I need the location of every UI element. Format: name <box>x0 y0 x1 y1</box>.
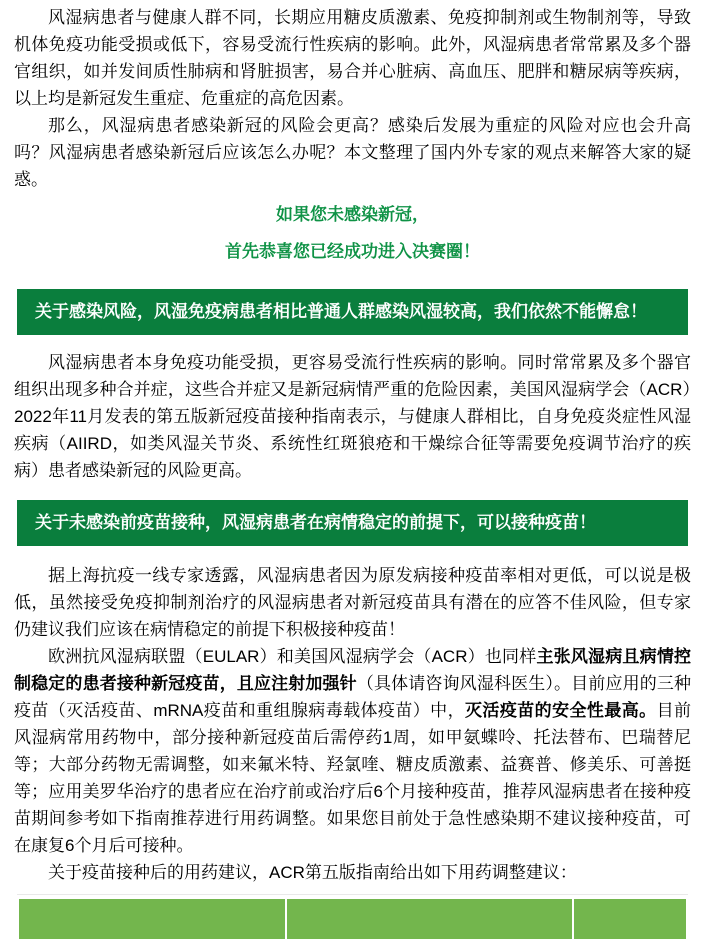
highlight-line-not-infected: 如果您未感染新冠， <box>276 205 429 224</box>
section-banner-vaccination: 关于未感染前疫苗接种，风湿病患者在病情稳定的前提下，可以接种疫苗！ <box>17 500 688 546</box>
table-header-row <box>18 898 687 940</box>
table-header-cell-3 <box>573 898 687 940</box>
table-header-cell-2 <box>286 898 574 940</box>
paragraph-vaccination-expert: 据上海抗疫一线专家透露，风湿病患者因为原发病接种疫苗率相对更低，可以说是极低，虽然接受免疫抑制剂治疗的风湿病患者对新冠疫苗具有潜在的应答不佳风险，但专家仍建议我们应该在病情稳定的前提下积极接种疫苗！ <box>14 566 691 639</box>
paragraph-intro-questions: 那么，风湿病患者感染新冠的风险会更高？感染后发展为重症的风险对应也会升高吗？风湿病患者感染新冠后应该怎么办呢？本文整理了国内外专家的观点来解答大家的疑惑。 <box>14 116 691 189</box>
paragraph-infection-risk-detail: 风湿病患者本身免疫功能受损，更容易受流行性疾病的影响。同时常常累及多个器官组织出现多种合并症，这些合并症又是新冠病情严重的危险因素，美国风湿病学会（ACR）2022年11月发表的第五版新冠疫苗接种指南表示，与健康人群相比，自身免疫炎症性风湿疾病（AIIRD，如类风湿关节炎、系统性红斑狼疮和干燥综合征等需要免疫调节治疗的疾病）患者感染新冠的风险更高。 <box>14 353 691 480</box>
medication-table-container <box>17 894 688 941</box>
table-header-cell-1 <box>18 898 286 940</box>
paragraph-intro-risk-factors: 风湿病患者与健康人群不同，长期应用糖皮质激素、免疫抑制剂或生物制剂等，导致机体免疫功能受损或低下，容易受流行性疾病的影响。此外，风湿病患者常常累及多个器官组织，如并发间质性肺病和肾脏损害，易合并心脏病、高血压、肥胖和糖尿病等疾病，以上均是新冠发生重症、危重症的高危因素。 <box>14 8 691 108</box>
section-banner-infection-risk: 关于感染风险，风湿免疫病患者相比普通人群感染风湿较高，我们依然不能懈怠！ <box>17 289 688 335</box>
paragraph-vaccination-acr-advice: 关于疫苗接种后的用药建议，ACR第五版指南给出如下用药调整建议： <box>48 863 577 882</box>
medication-adjustment-table <box>17 897 688 941</box>
highlight-line-congrats: 首先恭喜您已经成功进入决赛圈！ <box>225 242 480 261</box>
paragraph-vaccination-guideline: 欧洲抗风湿病联盟（EULAR）和美国风湿病学会（ACR）也同样主张风湿病且病情控制稳定的患者接种新冠疫苗，且应注射加强针（具体请咨询风湿科医生）。目前应用的三种疫苗（灭活疫苗、mRNA疫苗和重组腺病毒载体疫苗）中，灭活疫苗的安全性最高。目前风湿病常用药物中，部分接种新冠疫苗后需停药1周，如甲氨蝶呤、托法替布、巴瑞替尼等；大部分药物无需调整，如来氟米特、羟氯喹、糖皮质激素、益赛普、修美乐、可善挺等；应用美罗华治疗的患者应在治疗前或治疗后6个月接种疫苗，推荐风湿病患者在接种疫苗期间参考如下指南推荐进行用药调整。如果您目前处于急性感染期不建议接种疫苗，可在康复6个月后可接种。 <box>14 647 692 855</box>
